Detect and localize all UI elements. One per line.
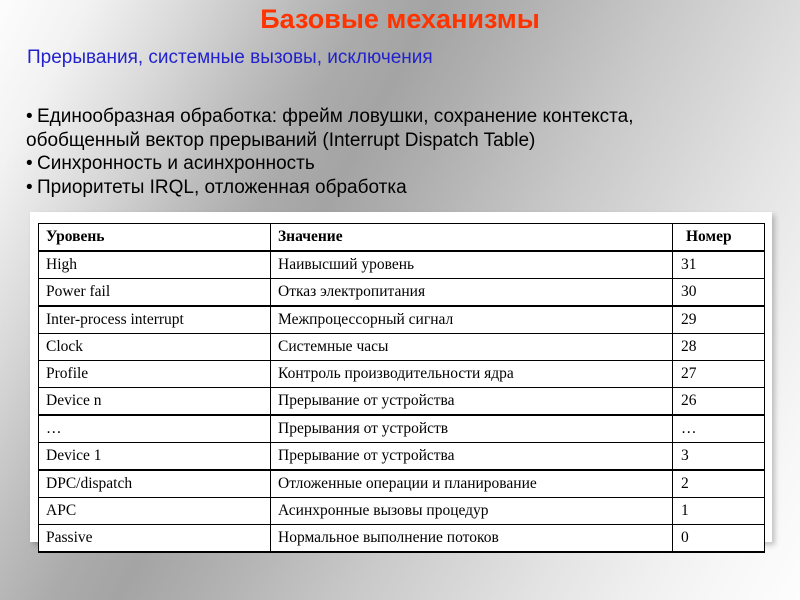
table-row <box>39 470 765 498</box>
table-row <box>39 415 765 443</box>
cell-number: 29 <box>673 306 765 334</box>
cell-level: Device 1 <box>39 443 271 471</box>
cell-number: 30 <box>673 279 765 307</box>
bullet-marker: • <box>26 106 33 127</box>
table-row <box>39 525 765 553</box>
table-row <box>39 498 765 525</box>
bullet-text: обобщенный вектор прерываний (Interrupt Dispatch Table) <box>26 129 536 151</box>
column-header-level: Уровень <box>39 224 271 252</box>
cell-number: 28 <box>673 334 765 361</box>
cell-number: 0 <box>673 525 765 553</box>
bullet-line <box>26 129 766 153</box>
cell-level: Device n <box>39 388 271 416</box>
cell-meaning: Нормальное выполнение потоков <box>271 525 673 553</box>
slide-subtitle: Прерывания, системные вызовы, исключения <box>27 47 433 68</box>
cell-meaning: Прерывание от устройства <box>271 388 673 416</box>
cell-number: 2 <box>673 470 765 498</box>
table-row <box>39 279 765 307</box>
cell-meaning: Наивысший уровень <box>271 251 673 279</box>
bullet-text: Синхронность и асинхронность <box>37 153 315 174</box>
cell-meaning: Прерывания от устройств <box>271 415 673 443</box>
cell-level: DPC/dispatch <box>39 470 271 498</box>
page-title: Базовые механизмы <box>260 4 540 34</box>
cell-level: High <box>39 251 271 279</box>
bullet-text: Единообразная обработка: фрейм ловушки, сохранение контекста, <box>37 106 634 127</box>
bullet-marker: • <box>26 176 33 198</box>
bullet-line <box>26 105 766 129</box>
cell-level: Clock <box>39 334 271 361</box>
table-body <box>39 251 765 552</box>
cell-level: Passive <box>39 525 271 553</box>
cell-meaning: Отказ электропитания <box>271 279 673 307</box>
cell-number: 3 <box>673 443 765 471</box>
column-header-number: Номер <box>673 224 765 252</box>
bullet-list <box>26 105 766 199</box>
bullet-text: Приоритеты IRQL, отложенная обработка <box>37 176 407 198</box>
cell-level: Profile <box>39 361 271 388</box>
cell-level: APC <box>39 498 271 525</box>
table-row <box>39 334 765 361</box>
cell-meaning: Системные часы <box>271 334 673 361</box>
bullet-marker: • <box>26 153 33 174</box>
column-header-meaning: Значение <box>271 224 673 252</box>
cell-level: … <box>39 415 271 443</box>
table-header-row <box>39 224 765 252</box>
cell-number: … <box>673 415 765 443</box>
cell-meaning: Контроль производительности ядра <box>271 361 673 388</box>
cell-number: 1 <box>673 498 765 525</box>
bullet-line <box>26 176 766 200</box>
cell-meaning: Асинхронные вызовы процедур <box>271 498 673 525</box>
cell-level: Power fail <box>39 279 271 307</box>
bullet-line <box>26 152 766 176</box>
cell-number: 26 <box>673 388 765 416</box>
cell-meaning: Межпроцессорный сигнал <box>271 306 673 334</box>
table-row <box>39 361 765 388</box>
cell-meaning: Отложенные операции и планирование <box>271 470 673 498</box>
table-row <box>39 251 765 279</box>
table-row <box>39 306 765 334</box>
cell-level: Inter-process interrupt <box>39 306 271 334</box>
table-row <box>39 443 765 471</box>
cell-number: 27 <box>673 361 765 388</box>
table-row <box>39 388 765 416</box>
irql-table <box>38 223 765 553</box>
cell-meaning: Прерывание от устройства <box>271 443 673 471</box>
cell-number: 31 <box>673 251 765 279</box>
